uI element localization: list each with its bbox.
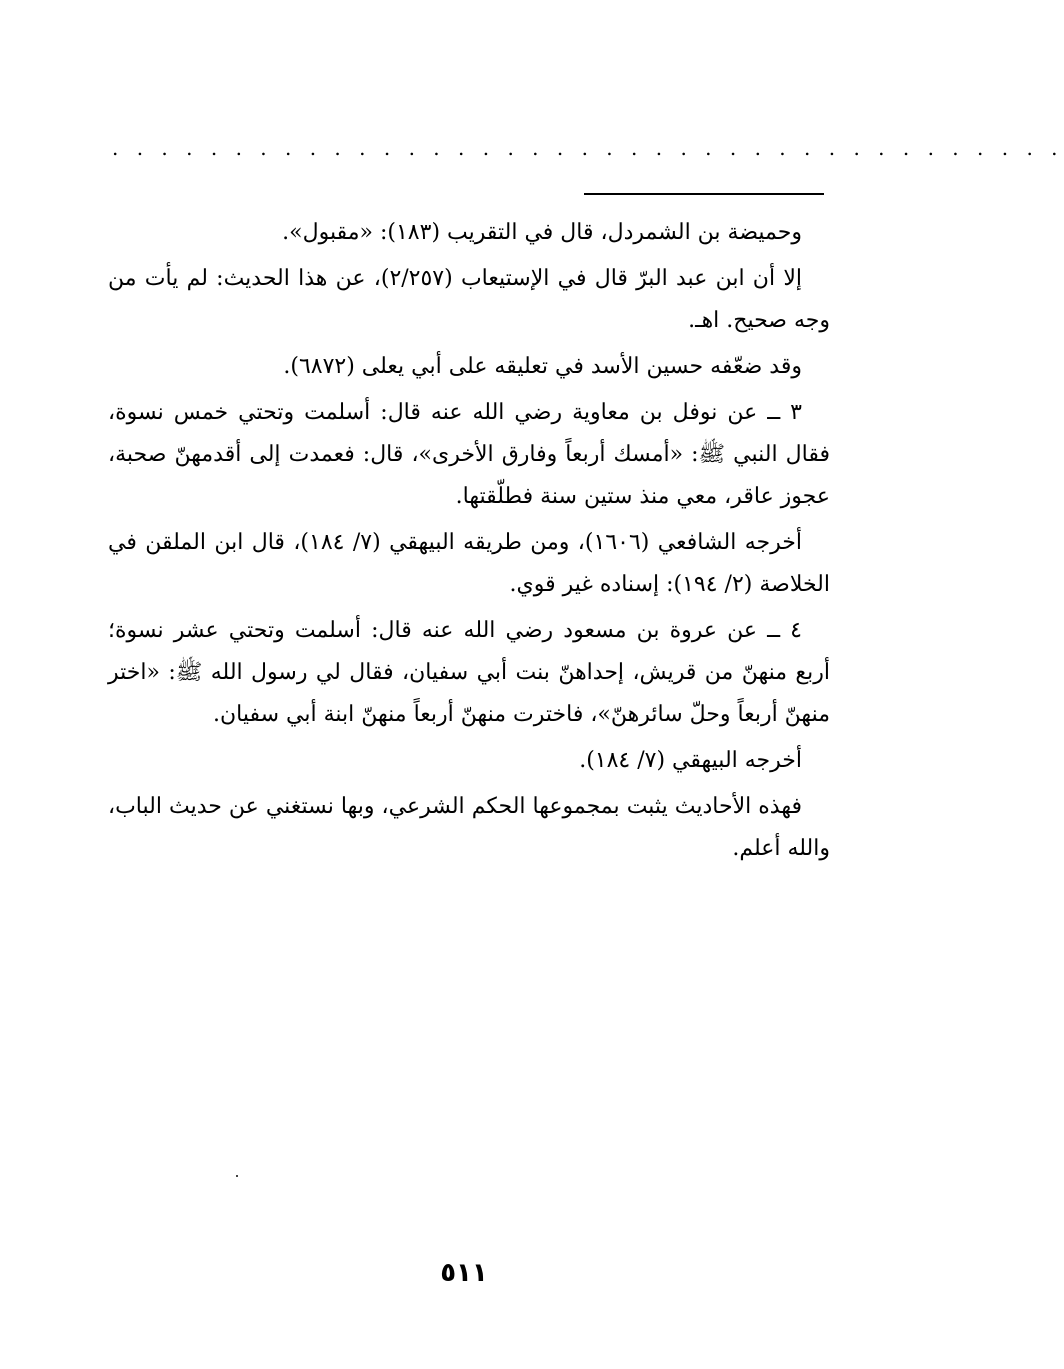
paragraph-hadith-nawfal: ٣ ــ عن نوفل بن معاوية رضي الله عنه قال: أسلمت وتحتي خمس نسوة، فقال النبي ﷺ: «أمسك أربعاً وفارق الأخرى»، قال: فعمدت إلى أقدمهنّ صحبة، عجوز عاقر، معي منذ ستين سنة فطلّقتها.: [108, 400, 830, 509]
paragraph-bayhaqi-takhrij: أخرجه البيهقي (٧/ ١٨٤).: [579, 748, 802, 773]
paragraph-hadith-urwah: ٤ ــ عن عروة بن مسعود رضي الله عنه قال: أسلمت وتحتي عشر نسوة؛ أربع منهنّ من قريش، إحداهنّ بنت أبي سفيان، فقال لي رسول الله ﷺ: «اختر منهنّ أربعاً وحلّ سائرهنّ»، فاخترت منهنّ أربعاً منهنّ ابنة أبي سفيان.: [108, 618, 830, 727]
footnote-rule: [584, 193, 824, 195]
scan-speck: [236, 1175, 238, 1177]
page-number: ٥١١: [440, 1258, 488, 1288]
paragraph-ibn-abd-al-barr: إلا أن ابن عبد البرّ قال في الإستيعاب (٢/٢٥٧)، عن هذا الحديث: لم يأت من وجه صحيح. اهـ.: [108, 266, 830, 333]
paragraph-conclusion: فهذه الأحاديث يثبت بمجموعها الحكم الشرعي، وبها نستغني عن حديث الباب، والله أعلم.: [108, 794, 830, 861]
paragraph-humaydah-narrator: وحميضة بن الشمردل، قال في التقريب (١٨٣): «مقبول».: [282, 220, 802, 245]
paragraph-shafii-takhrij: أخرجه الشافعي (١٦٠٦)، ومن طريقه البيهقي (٧/ ١٨٤)، قال ابن الملقن في الخلاصة (٢/ ١٩٤): إسناده غير قوي.: [108, 530, 830, 597]
footnote-body: [108, 212, 830, 874]
dotted-separator: . . . . . . . . . . . . . . . . . . . . . . . . . . . . . . . . . . . . . . .: [112, 136, 1064, 160]
paragraph-husayn-asad: وقد ضعّفه حسين الأسد في تعليقه على أبي يعلى (٦٨٧٢).: [283, 354, 802, 379]
